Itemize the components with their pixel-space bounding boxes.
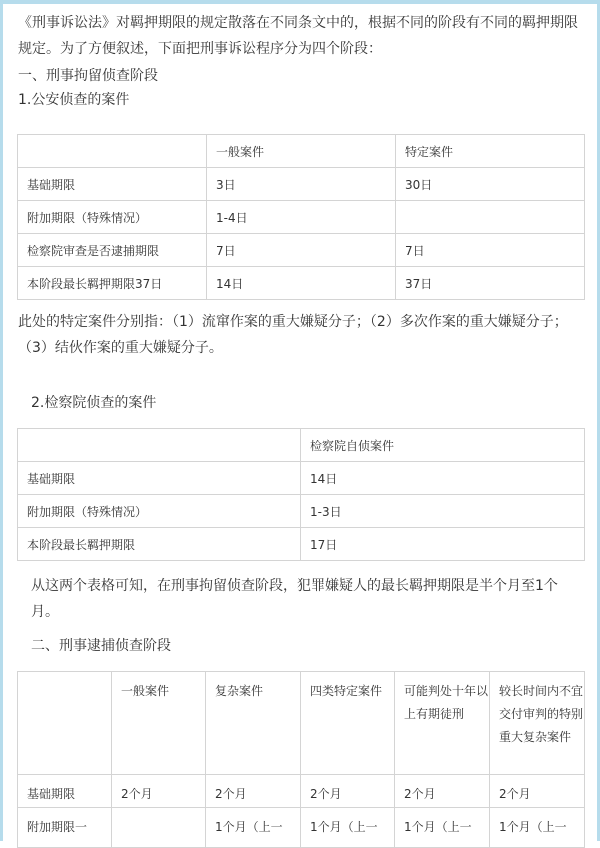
intro-paragraph: 《刑事诉讼法》对羁押期限的规定散落在不同条文中的，根据不同的阶段有不同的羁押期限规定。为了方便叙述，下面把刑事诉讼程序分为四个阶段： (18, 15, 578, 57)
table-row (18, 808, 585, 848)
table-row (18, 495, 585, 528)
table-cell: 17日 (301, 528, 585, 561)
table-header-cell (18, 429, 301, 462)
table-cell: 14日 (301, 462, 585, 495)
table-cell: 本阶段最长羁押期限 (18, 528, 301, 561)
table-cell (396, 201, 585, 234)
table-cell: 2个月 (112, 775, 206, 808)
table-header-cell (18, 672, 112, 775)
table-header-row (18, 429, 585, 462)
table-header-cell: 检察院自侦案件 (301, 429, 585, 462)
table-row (18, 201, 585, 234)
table-cell: 1个月（上一 (206, 808, 301, 848)
section1-heading: 一、刑事拘留侦查阶段 (18, 68, 158, 84)
table-row (18, 267, 585, 300)
police-detention-table (17, 134, 585, 300)
table-header-cell: 较长时间内不宜交付审判的特别重大复杂案件 (490, 672, 585, 775)
section1-sub1-heading: 1.公安侦查的案件 (18, 92, 130, 108)
table-row (18, 168, 585, 201)
table-cell: 2个月 (490, 775, 585, 808)
special-cases-note: 此处的特定案件分别指：（1）流窜作案的重大嫌疑分子；（2）多次作案的重大嫌疑分子；（3）结伙作案的重大嫌疑分子。 (18, 314, 568, 356)
table-cell: 基础期限 (18, 462, 301, 495)
arrest-investigation-table (17, 671, 585, 848)
table-header-cell: 一般案件 (112, 672, 206, 775)
table-cell: 1个月（上一 (490, 808, 585, 848)
table-row (18, 528, 585, 561)
table-header-cell: 复杂案件 (206, 672, 301, 775)
table-cell (112, 808, 206, 848)
procuratorate-investigation-table (17, 428, 585, 561)
table-cell: 7日 (396, 234, 585, 267)
table-header-cell (18, 135, 207, 168)
table-header-row (18, 672, 585, 775)
section1-conclusion: 从这两个表格可知，在刑事拘留侦查阶段，犯罪嫌疑人的最长羁押期限是半个月至1个月。 (31, 578, 558, 620)
table-row (18, 234, 585, 267)
table-cell: 1-4日 (207, 201, 396, 234)
table-cell: 2个月 (206, 775, 301, 808)
table-cell: 1个月（上一 (301, 808, 395, 848)
table-cell: 附加期限（特殊情况） (18, 201, 207, 234)
table-row (18, 775, 585, 808)
table-row (18, 462, 585, 495)
table-header-cell: 可能判处十年以上有期徒刑 (395, 672, 490, 775)
table-cell: 附加期限一 (18, 808, 112, 848)
table-cell: 1-3日 (301, 495, 585, 528)
table-header-row (18, 135, 585, 168)
section1-sub2-heading: 2.检察院侦查的案件 (31, 395, 157, 411)
table-cell: 37日 (396, 267, 585, 300)
table-cell: 30日 (396, 168, 585, 201)
table-header-cell: 特定案件 (396, 135, 585, 168)
table-cell: 2个月 (395, 775, 490, 808)
table-cell: 3日 (207, 168, 396, 201)
table-cell: 检察院审查是否逮捕期限 (18, 234, 207, 267)
top-frame-border (0, 0, 600, 4)
table-cell: 本阶段最长羁押期限37日 (18, 267, 207, 300)
table-cell: 14日 (207, 267, 396, 300)
table-header-cell: 一般案件 (207, 135, 396, 168)
section2-heading: 二、刑事逮捕侦查阶段 (31, 638, 171, 654)
left-frame-border (0, 0, 3, 841)
table-cell: 7日 (207, 234, 396, 267)
table-header-cell: 四类特定案件 (301, 672, 395, 775)
table-cell: 2个月 (301, 775, 395, 808)
table-cell: 基础期限 (18, 775, 112, 808)
table-cell: 1个月（上一 (395, 808, 490, 848)
table-cell: 基础期限 (18, 168, 207, 201)
table-cell: 附加期限（特殊情况） (18, 495, 301, 528)
